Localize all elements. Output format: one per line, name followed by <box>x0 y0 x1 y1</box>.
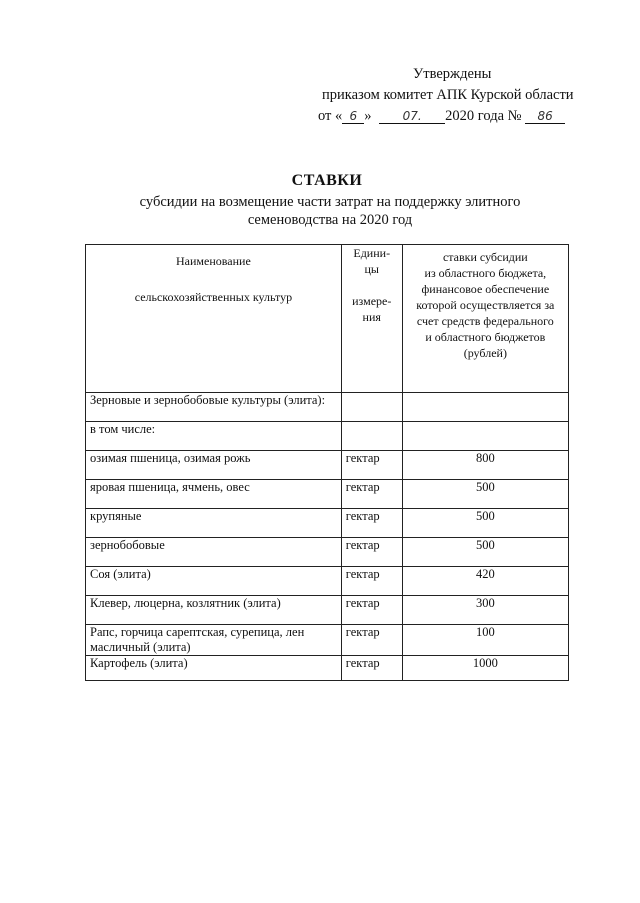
document-subtitle <box>70 193 590 229</box>
crop-name-cell: зернобобовые <box>86 538 342 567</box>
table-header-row <box>86 245 569 393</box>
header-rate: ставки субсидии из областного бюджета, финансовое обеспечение которой осуществляется за счет средств федерального и областного бюджетов (рублей) <box>402 245 568 393</box>
date-month: 07. <box>379 109 445 124</box>
subtitle-line-1: субсидии на возмещение части затрат на поддержку элитного <box>139 194 521 210</box>
unit-cell: гектар <box>341 451 402 480</box>
crop-name-cell: Клевер, люцерна, козлятник (элита) <box>86 596 342 625</box>
table-row <box>86 480 569 509</box>
rate-cell: 300 <box>402 596 568 625</box>
crop-name-cell: крупяные <box>86 509 342 538</box>
table-row <box>86 596 569 625</box>
rate-cell: 500 <box>402 480 568 509</box>
crop-name-cell: яровая пшеница, ячмень, овес <box>86 480 342 509</box>
table-row <box>86 393 569 422</box>
header-name-line1: Наименование <box>176 254 251 268</box>
rate-cell: 1000 <box>402 656 568 681</box>
table-row <box>86 451 569 480</box>
table-row <box>86 509 569 538</box>
unit-cell: гектар <box>341 480 402 509</box>
header-crop-name <box>86 245 342 393</box>
table-row <box>86 656 569 681</box>
table-row <box>86 538 569 567</box>
crop-name-cell: озимая пшеница, озимая рожь <box>86 451 342 480</box>
unit-cell: гектар <box>341 656 402 681</box>
approval-date-line <box>318 106 598 127</box>
approving-order: приказом комитет АПК Курской области <box>322 87 574 103</box>
date-mid: » <box>364 108 372 124</box>
unit-cell: гектар <box>341 567 402 596</box>
table-row <box>86 625 569 656</box>
unit-cell: гектар <box>341 625 402 656</box>
date-day: 6 <box>342 109 364 124</box>
rate-cell: 100 <box>402 625 568 656</box>
date-year: 2020 года № <box>445 108 522 124</box>
crop-name-cell: Зерновые и зернобобовые культуры (элита): <box>86 393 342 422</box>
rate-cell <box>402 393 568 422</box>
rate-cell: 500 <box>402 509 568 538</box>
unit-cell <box>341 422 402 451</box>
crop-name-cell: Соя (элита) <box>86 567 342 596</box>
header-unit: Едини- цы измере- ния <box>341 245 402 393</box>
header-name-line2: сельскохозяйственных культур <box>134 290 293 304</box>
table-row <box>86 567 569 596</box>
approved-label: Утверждены <box>413 66 492 82</box>
rate-cell: 420 <box>402 567 568 596</box>
document-title: СТАВКИ <box>291 172 363 189</box>
rate-cell <box>402 422 568 451</box>
rates-table <box>85 244 569 681</box>
subtitle-line-2: семеноводства на 2020 год <box>247 212 413 228</box>
unit-cell <box>341 393 402 422</box>
date-prefix: от « <box>318 108 343 124</box>
rate-cell: 800 <box>402 451 568 480</box>
rate-cell: 500 <box>402 538 568 567</box>
crop-name-cell: Рапс, горчица сарептская, сурепица, лен масличный (элита) <box>86 625 342 656</box>
crop-name-cell: Картофель (элита) <box>86 656 342 681</box>
crop-name-cell: в том числе: <box>86 422 342 451</box>
order-number: 86 <box>525 109 565 124</box>
unit-cell: гектар <box>341 538 402 567</box>
approval-block <box>318 64 598 127</box>
unit-cell: гектар <box>341 509 402 538</box>
table-row <box>86 422 569 451</box>
unit-cell: гектар <box>341 596 402 625</box>
